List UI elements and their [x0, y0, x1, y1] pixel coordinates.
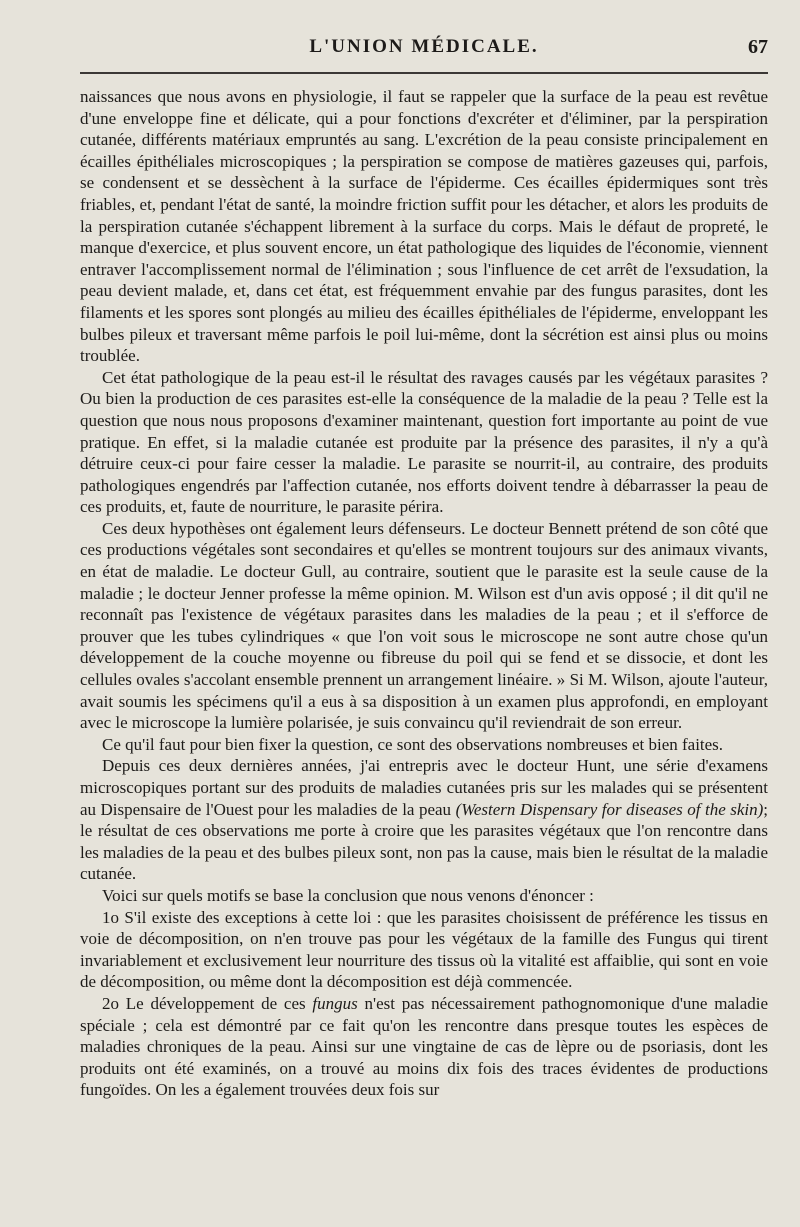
paragraph-5: [80, 755, 768, 885]
paragraph-4: Ce qu'il faut pour bien fixer la question, ce sont des observations nombreuses et bien faites.: [102, 734, 724, 754]
paragraph-6: Voici sur quels motifs se base la conclusion que nous venons d'énoncer :: [102, 885, 594, 905]
paragraph-8-text-end: n'est pas nécessairement pathognomonique d'une maladie spéciale ; cela est démontré par ce fait qu'on les rencontre dans presque toutes les espèces de maladies chroniques de la peau. Ainsi sur une vingtaine de cas de lèpre ou de psoriasis, dont les produits ont été examinés, on a trouvé au moins dix fois des traces évidentes de productions fungoïdes. On les a également trouvées deux fois sur: [80, 993, 769, 1100]
paragraph-1: naissances que nous avons en physiologie, il faut se rappeler que la surface de la peau est revêtue d'une enveloppe fine et délicate, qui a pour fonctions d'excréter et d'éliminer, par la perspiration cutanée, différents matériaux empruntés au sang. L'excrétion de la peau consiste principalement en écailles épithéliales microscopiques ; la perspiration se compose de matières gazeuses qui, parfois, se condensent et se dessèchent à la surface de l'épiderme. Ces écailles épidermiques sont très friables, et, pendant l'état de santé, la moindre friction suffit pour les détacher, et alors les produits de la perspiration cutanée s'échappent librement à la surface du corps. Mais le défaut de propreté, le manque d'exercice, et plus souvent encore, un état pathologique des liquides de l'économie, viennent entraver l'accomplissement normal de l'élimination ; sous l'influence de cet arrêt de l'exsudation, la peau devient malade, et, dans cet état, est fréquemment envahie par des fungus parasites, dont les filaments et les spores sont plongés au milieu des écailles épithéliales de l'épiderme, enveloppant les bulbes pileux et traversant même parfois le poil lui-même, dont la sécrétion est ainsi plus ou moins troublée.: [80, 87, 768, 366]
running-title: L'UNION MÉDICALE.: [309, 36, 539, 57]
paragraph-5-text: Depuis ces deux dernières années, j'ai entrepris avec le docteur Hunt, une série d'examens microscopiques portant sur des produits de maladies cutanées pris sur les malades qui se présentent au Dispensaire de l'Ouest pour les maladies de la peau: [80, 756, 768, 819]
header-rule: [80, 72, 768, 74]
paragraph-5-text-end: ; le résultat de ces observations me porte à croire que les parasites végétaux que l'on rencontre dans les maladies de la peau et des bulbes pileux sont, non pas la cause, mais bien le résultat de la maladie cutanée.: [80, 799, 769, 884]
paragraph-8-text: 2o Le développement de ces: [102, 993, 306, 1013]
paragraph-7: 1o S'il existe des exceptions à cette loi : que les parasites choisissent de préférence les tissus en voie de décomposition, on n'en trouve pas pour les végétaux de la famille des Fungus qui tirent invariablement et exclusivement leur nourriture des tissus où la vitalité est affaiblie, qui sont en voie de décomposition, ou même dont la décomposition est déjà commencée.: [80, 907, 768, 992]
italic-fungus: fungus: [312, 993, 358, 1013]
page-header: [80, 36, 768, 66]
page-number: 67: [748, 36, 768, 58]
italic-dispensary-name: (Western Dispensary for diseases of the skin): [455, 799, 764, 819]
paragraph-2: Cet état pathologique de la peau est-il le résultat des ravages causés par les végétaux parasites ? Ou bien la production de ces parasites est-elle la conséquence de la maladie de la peau ? Telle est la question que nous nous proposons d'examiner maintenant, question fort importante au point de vue pratique. En effet, si la maladie cutanée est produite par la présence des parasites, il n'y a qu'à détruire ceux-ci pour faire cesser la maladie. Le parasite se nourrit-il, au contraire, des produits pathologiques engendrés par l'affection cutanée, nos efforts doivent tendre à débarrasser la peau de ces produits, et, faute de nourriture, le parasite périra.: [80, 367, 768, 517]
paragraph-8: [80, 993, 768, 1101]
paragraph-3: Ces deux hypothèses ont également leurs défenseurs. Le docteur Bennett prétend de son côté que ces productions végétales sont secondaires et qu'elles se montrent toujours sur des animaux vivants, en état de maladie. Le docteur Gull, au contraire, soutient que le parasite est la seule cause de la maladie ; le docteur Jenner professe la même opinion. M. Wilson est d'un avis opposé ; il dit qu'il ne reconnaît pas l'existence de végétaux parasites dans les maladies de la peau ; et il s'efforce de prouver que les tubes cylindriques « que l'on voit sous le microscope ne sont autre chose qu'un développement de la couche moyenne ou fibreuse du poil qui se fend et se dissocie, et dont les cellules ovales s'accolant ensemble prennent un arrangement linéaire. » Si M. Wilson, ajoute l'auteur, avait soumis les spécimens qu'il a eus à sa disposition à un examen plus approfondi, en employant avec le microscope la lumière polarisée, je suis convaincu qu'il reviendrait de son erreur.: [80, 518, 768, 733]
body-text: [80, 86, 768, 1101]
